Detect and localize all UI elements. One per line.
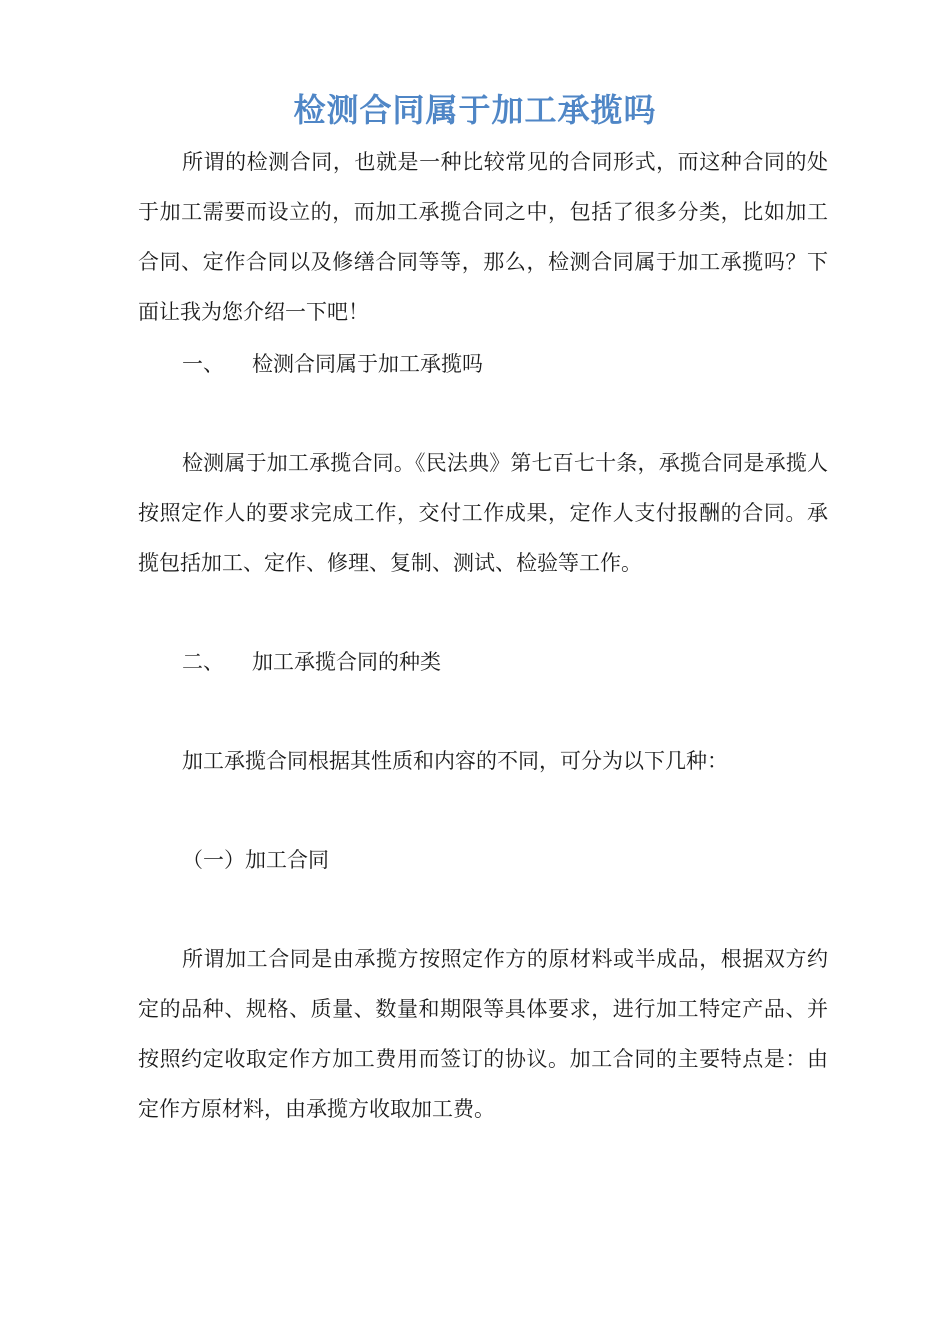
subsection-1-heading: （一）加工合同	[182, 848, 329, 872]
section-1-number: 一、	[182, 352, 224, 376]
section-2-number: 二、	[182, 650, 224, 674]
section-2-body: 加工承揽合同根据其性质和内容的不同，可分为以下几种：	[182, 749, 728, 773]
section-2-title: 加工承揽合同的种类	[252, 650, 441, 674]
document-title: 检测合同属于加工承揽吗	[293, 91, 657, 129]
section-1-title: 检测合同属于加工承揽吗	[252, 352, 483, 376]
section-1-body: 检测属于加工承揽合同。《民法典》第七百七十条，承揽合同是承揽人按照定作人的要求完成工作，交付工作成果，定作人支付报酬的合同。承揽包括加工、定作、修理、复制、测试、检验等工作。	[138, 451, 828, 575]
section-1-heading	[182, 339, 483, 389]
subsection-1-body: 所谓加工合同是由承揽方按照定作方的原材料或半成品，根据双方约定的品种、规格、质量、数量和期限等具体要求，进行加工特定产品、并按照约定收取定作方加工费用而签订的协议。加工合同的主要特点是：由定作方原材料，由承揽方收取加工费。	[138, 947, 828, 1121]
intro-paragraph: 所谓的检测合同，也就是一种比较常见的合同形式，而这种合同的处于加工需要而设立的，而加工承揽合同之中，包括了很多分类，比如加工合同、定作合同以及修缮合同等等，那么，检测合同属于加工承揽吗？下面让我为您介绍一下吧！	[138, 150, 828, 324]
section-2-heading	[182, 637, 441, 687]
